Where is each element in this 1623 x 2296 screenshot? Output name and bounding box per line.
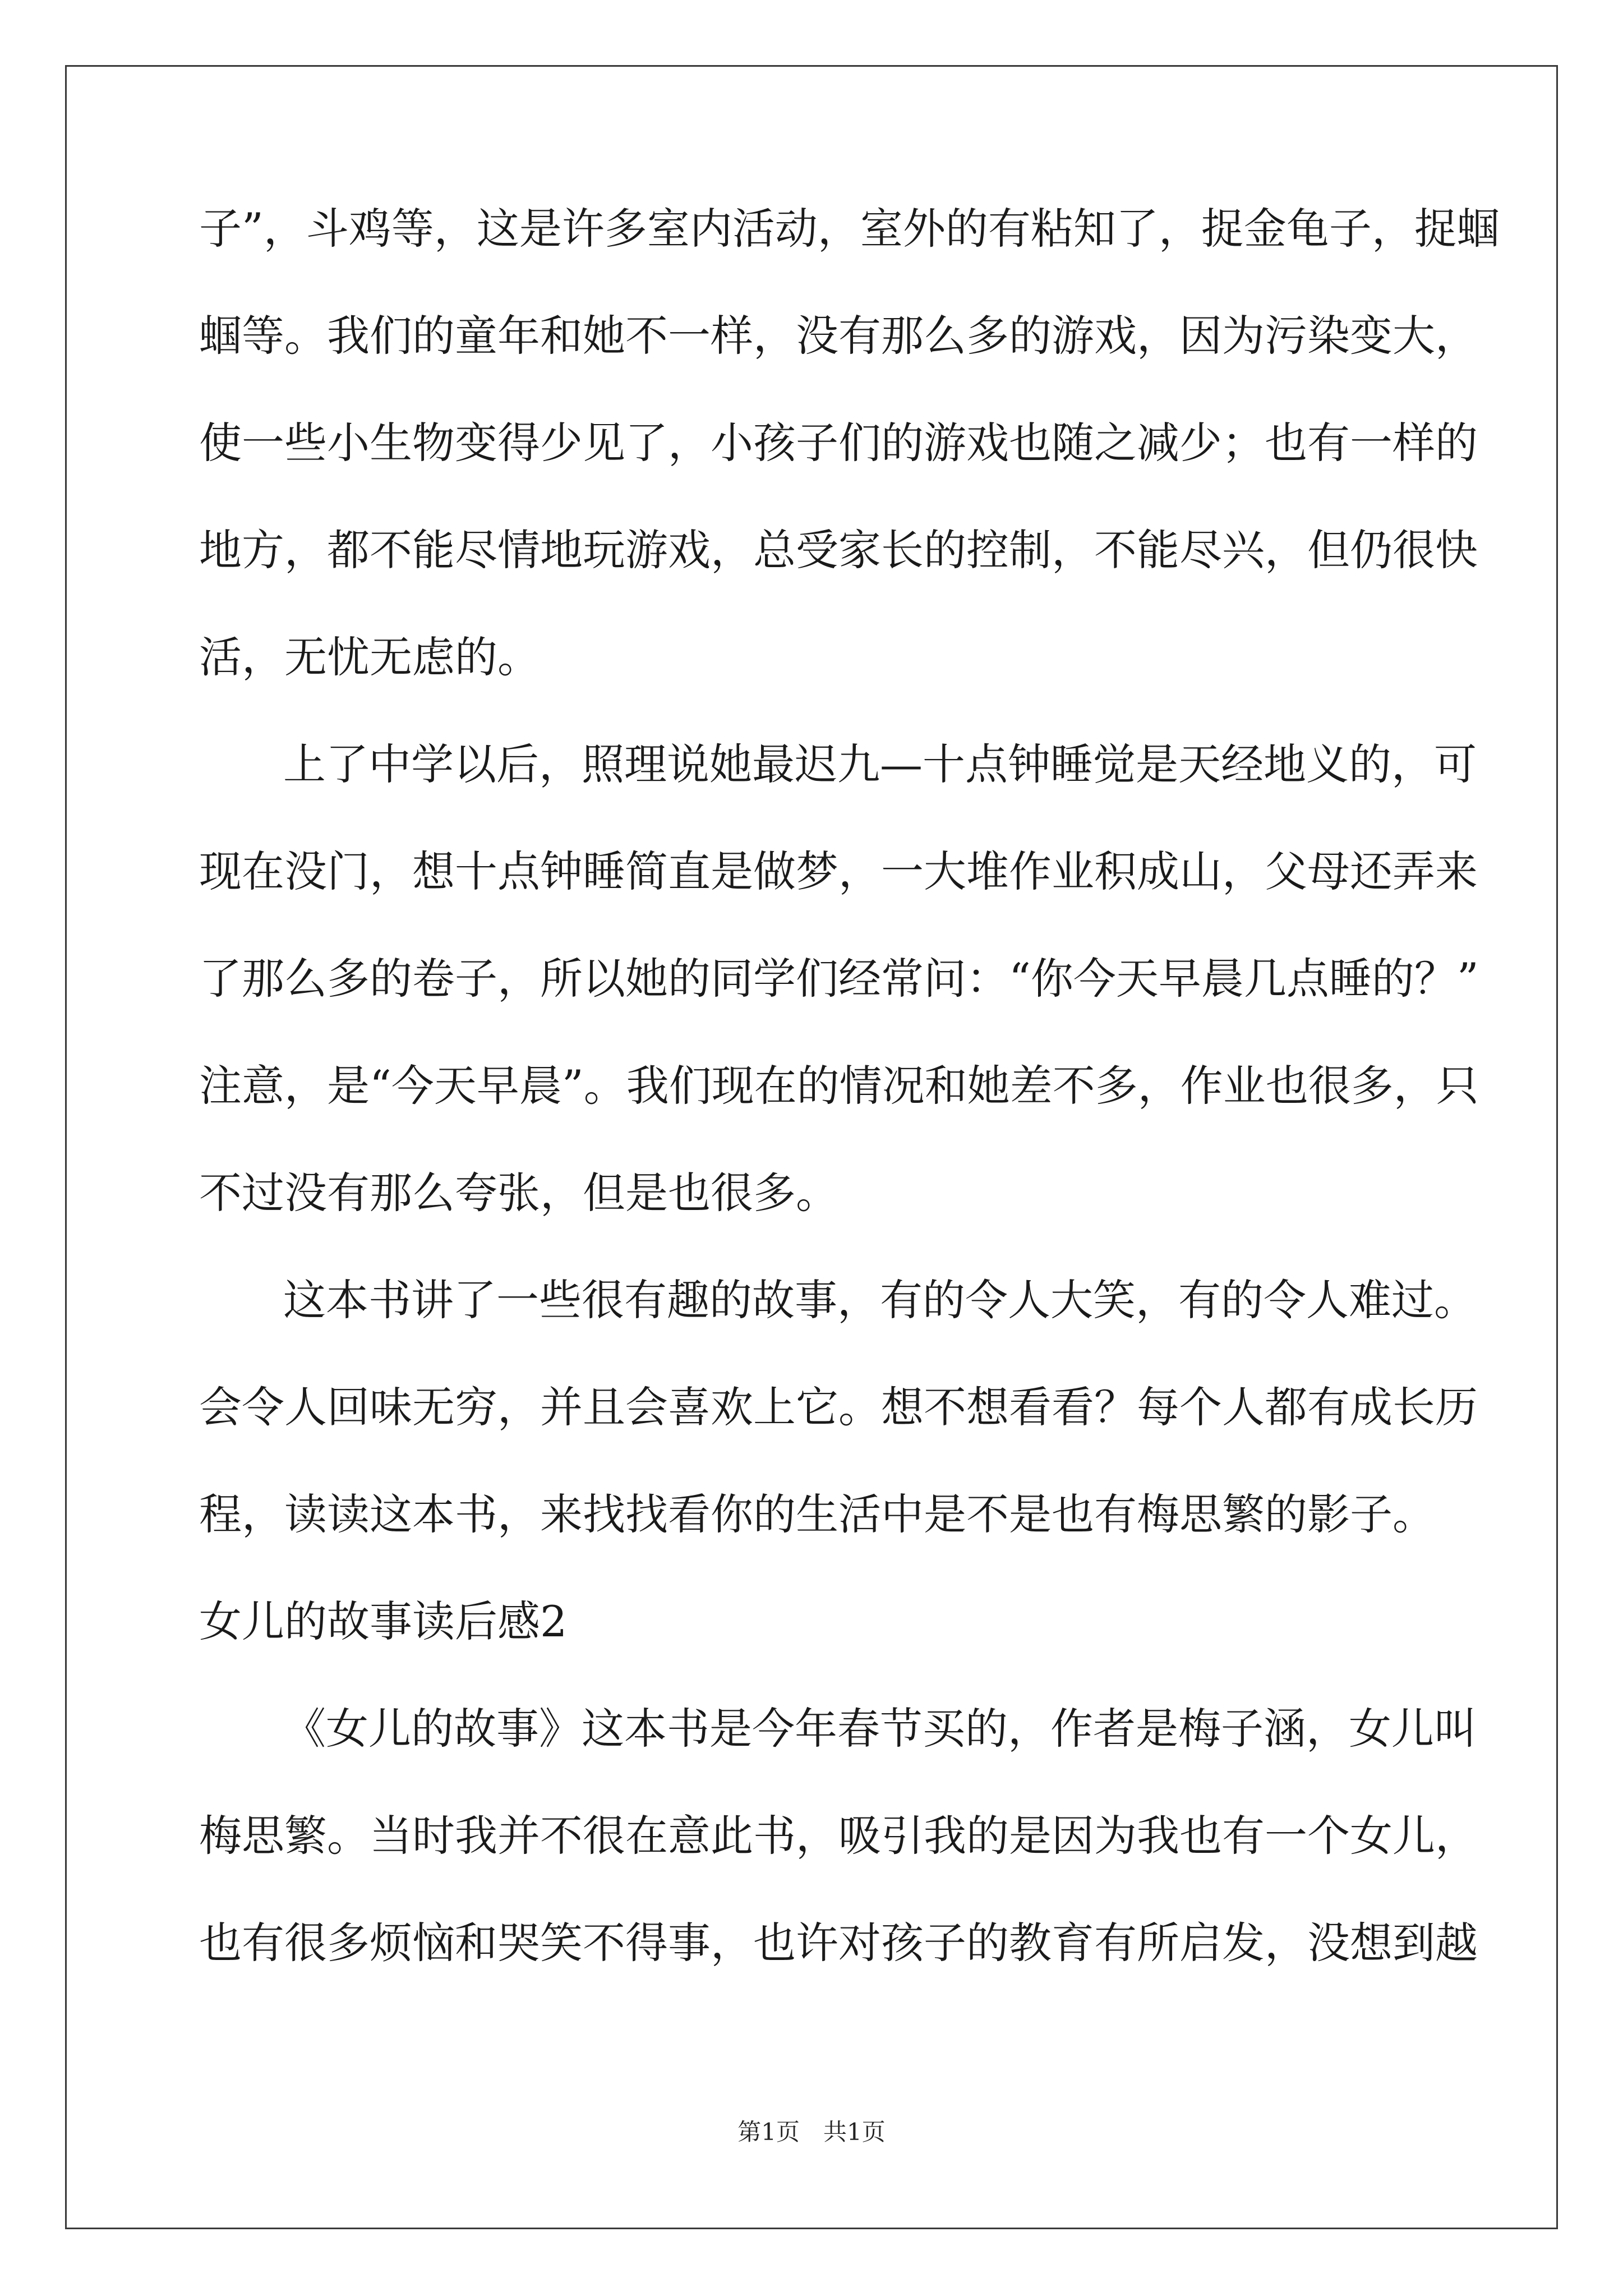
- body-line-4: 地方，都不能尽情地玩游戏，总受家长的控制，不能尽兴，但仍很快: [199, 525, 1478, 575]
- paragraph-start-line: 上了中学以后，照理说她最迟九—十点钟睡觉是天经地义的，可: [283, 739, 1477, 789]
- paragraph-start-line: 《女儿的故事》这本书是今年春节买的，作者是梅子涵，女儿叫: [283, 1704, 1477, 1754]
- section-heading: 女儿的故事读后感2: [199, 1596, 568, 1646]
- body-line-12: 会令人回味无穷，并且会喜欢上它。想不想看看？每个人都有成长历: [199, 1382, 1478, 1432]
- body-line-13: 程，读读这本书，来找找看你的生活中是不是也有梅思繁的影子。: [199, 1489, 1435, 1539]
- body-line-9: 注意，是“今天早晨”。我们现在的情况和她差不多，作业也很多，只: [199, 1061, 1479, 1111]
- body-line-1: 子”，斗鸡等，这是许多室内活动，室外的有粘知了，捉金龟子，捉蝈: [199, 204, 1500, 254]
- body-line-10: 不过没有那么夸张，但是也很多。: [199, 1168, 838, 1218]
- paragraph-start-line: 这本书讲了一些很有趣的故事，有的令人大笑，有的令人难过。: [283, 1275, 1477, 1325]
- body-line-3: 使一些小生物变得少见了，小孩子们的游戏也随之减少；也有一样的: [199, 418, 1478, 468]
- document-body: [199, 204, 1500, 2029]
- body-line-17: 也有很多烦恼和哭笑不得事，也许对孩子的教育有所启发，没想到越: [199, 1918, 1478, 1968]
- page-footer: 第1页 共1页: [737, 2118, 886, 2146]
- body-line-16: 梅思繁。当时我并不很在意此书，吸引我的是因为我也有一个女儿，: [199, 1811, 1478, 1861]
- body-line-7: 现在没门，想十点钟睡简直是做梦，一大堆作业积成山，父母还弄来: [199, 846, 1478, 896]
- body-line-5: 活，无忧无虑的。: [199, 632, 540, 682]
- body-line-8: 了那么多的卷子，所以她的同学们经常问：“你今天早晨几点睡的？”: [199, 954, 1479, 1004]
- body-line-2: 蝈等。我们的童年和她不一样，没有那么多的游戏，因为污染变大，: [199, 311, 1478, 361]
